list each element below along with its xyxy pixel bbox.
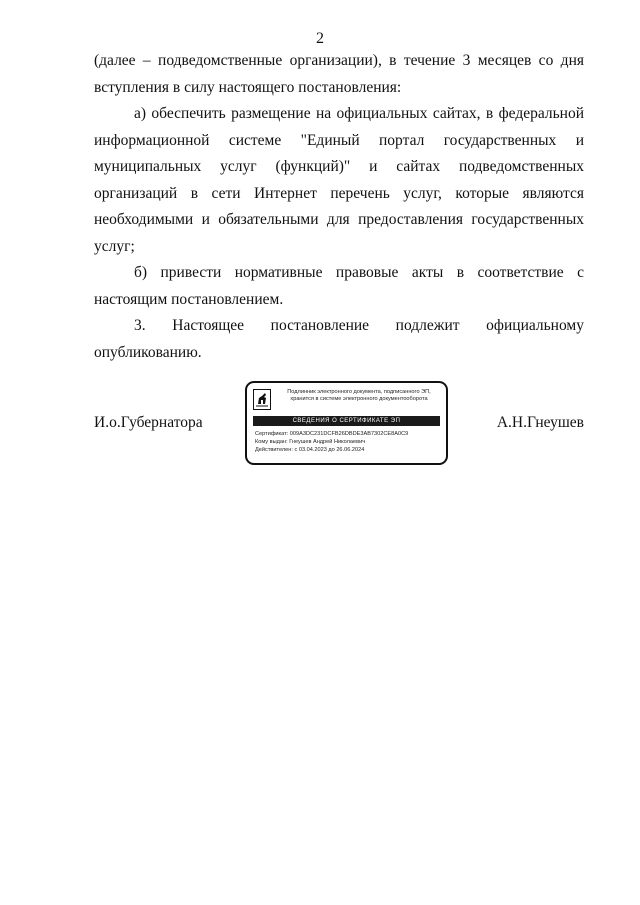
signatory-title: И.о.Губернатора	[94, 414, 203, 431]
stamp-valid-row: Действителен: с 03.04.2023 до 26.06.2024	[255, 447, 365, 453]
paragraph-item-a: а) обеспечить размещение на официальных сайтах, в федеральной информационной системе "Единый портал государственных и муниципальных услуг (функций)" и сайтах подведомственных организаций в сети Интернет перечень услуг, которые являются необходимыми и обязательными для предоставления государственных услуг;	[94, 105, 584, 255]
stamp-title-bar: СВЕДЕНИЯ О СЕРТИФИКАТЕ ЭП	[253, 416, 440, 426]
stamp-cert-row: Сертификат: 009A3DC231DCFB26DBDE3AB7302CE8A0C9	[255, 431, 409, 437]
paragraph-clause-3: 3. Настоящее постановление подлежит официальному опубликованию.	[94, 317, 584, 361]
stamp-header: Подлинник электронного документа, подписанного ЭП, хранится в системе электронного документооборота	[287, 389, 431, 402]
region-emblem-icon	[253, 389, 271, 410]
electronic-signature-stamp	[245, 381, 448, 465]
page-number: 2	[316, 30, 324, 47]
stamp-issued-row: Кому выдан: Гнеушев Андрей Николаевич	[255, 439, 366, 445]
document-body	[94, 48, 584, 366]
paragraph-continuation: (далее – подведомственные организации), в течение 3 месяцев со дня вступления в силу настоящего постановления:	[94, 52, 584, 96]
signatory-name: А.Н.Гнеушев	[496, 414, 584, 431]
paragraph-item-b: б) привести нормативные правовые акты в соответствие с настоящим постановлением.	[94, 264, 584, 308]
